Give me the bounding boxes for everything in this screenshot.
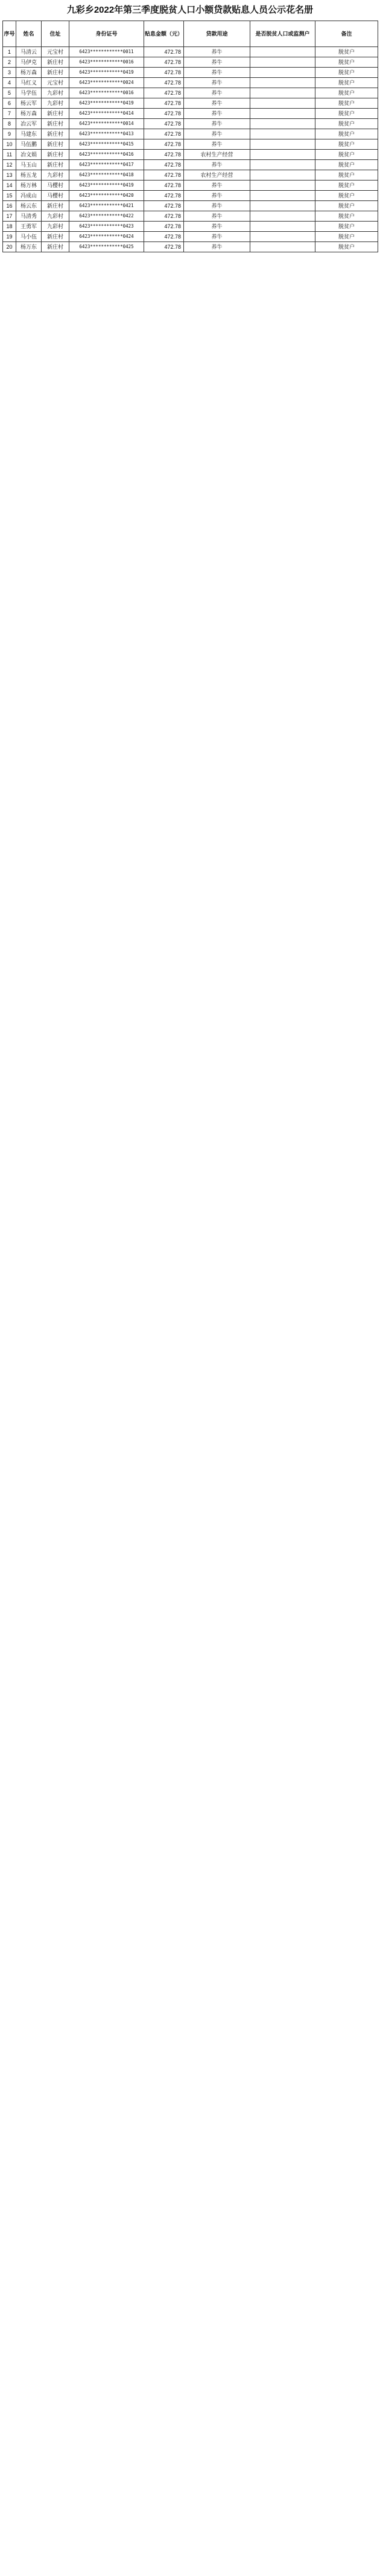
cell-name: 杨云军 bbox=[16, 98, 42, 109]
cell-address: 元宝村 bbox=[42, 47, 69, 57]
cell-loan-purpose: 养牛 bbox=[184, 232, 250, 242]
cell-subsidy-amount: 472.78 bbox=[144, 129, 184, 139]
table-row bbox=[3, 232, 378, 242]
cell-remarks: 脱贫户 bbox=[315, 211, 378, 222]
cell-subsidy-amount: 472.78 bbox=[144, 150, 184, 160]
cell-remarks: 脱贫户 bbox=[315, 242, 378, 252]
cell-remarks: 脱贫户 bbox=[315, 119, 378, 129]
cell-address: 新庄村 bbox=[42, 119, 69, 129]
cell-subsidy-amount: 472.78 bbox=[144, 68, 184, 78]
cell-remarks: 脱贫户 bbox=[315, 139, 378, 150]
cell-id-number: 6423************0011 bbox=[69, 47, 144, 57]
header-remarks: 备注 bbox=[315, 21, 378, 47]
cell-index: 9 bbox=[3, 129, 16, 139]
cell-id-number: 6423************0418 bbox=[69, 170, 144, 181]
cell-subsidy-amount: 472.78 bbox=[144, 170, 184, 181]
cell-name: 马建东 bbox=[16, 129, 42, 139]
cell-name: 杨万森 bbox=[16, 109, 42, 119]
cell-index: 12 bbox=[3, 160, 16, 170]
cell-id-number: 6423************0421 bbox=[69, 201, 144, 211]
header-name: 姓名 bbox=[16, 21, 42, 47]
cell-index: 7 bbox=[3, 109, 16, 119]
cell-address: 新庄村 bbox=[42, 242, 69, 252]
cell-subsidy-amount: 472.78 bbox=[144, 88, 184, 98]
table-row bbox=[3, 78, 378, 88]
cell-remarks: 脱贫户 bbox=[315, 232, 378, 242]
cell-address: 新庄村 bbox=[42, 109, 69, 119]
cell-id-number: 6423************0417 bbox=[69, 160, 144, 170]
cell-index: 2 bbox=[3, 57, 16, 68]
cell-name: 马伊克 bbox=[16, 57, 42, 68]
cell-poverty-status bbox=[250, 119, 315, 129]
cell-poverty-status bbox=[250, 68, 315, 78]
cell-address: 马樱村 bbox=[42, 181, 69, 191]
cell-subsidy-amount: 472.78 bbox=[144, 181, 184, 191]
cell-remarks: 脱贫户 bbox=[315, 129, 378, 139]
cell-address: 新庄村 bbox=[42, 129, 69, 139]
table-row bbox=[3, 150, 378, 160]
cell-loan-purpose: 养牛 bbox=[184, 201, 250, 211]
table-row bbox=[3, 68, 378, 78]
cell-poverty-status bbox=[250, 232, 315, 242]
cell-remarks: 脱贫户 bbox=[315, 160, 378, 170]
table-row bbox=[3, 201, 378, 211]
cell-remarks: 脱贫户 bbox=[315, 109, 378, 119]
cell-poverty-status bbox=[250, 242, 315, 252]
cell-subsidy-amount: 472.78 bbox=[144, 98, 184, 109]
cell-remarks: 脱贫户 bbox=[315, 181, 378, 191]
cell-name: 马红义 bbox=[16, 78, 42, 88]
cell-id-number: 6423************0419 bbox=[69, 181, 144, 191]
header-id-number: 身份证号 bbox=[69, 21, 144, 47]
cell-id-number: 6423************0425 bbox=[69, 242, 144, 252]
cell-subsidy-amount: 472.78 bbox=[144, 222, 184, 232]
cell-name: 马玉山 bbox=[16, 160, 42, 170]
cell-poverty-status bbox=[250, 78, 315, 88]
cell-id-number: 6423************0420 bbox=[69, 191, 144, 201]
cell-subsidy-amount: 472.78 bbox=[144, 201, 184, 211]
cell-index: 4 bbox=[3, 78, 16, 88]
cell-loan-purpose: 养牛 bbox=[184, 68, 250, 78]
cell-id-number: 6423************0422 bbox=[69, 211, 144, 222]
cell-remarks: 脱贫户 bbox=[315, 57, 378, 68]
cell-address: 马樱村 bbox=[42, 191, 69, 201]
cell-remarks: 脱贫户 bbox=[315, 78, 378, 88]
cell-subsidy-amount: 472.78 bbox=[144, 139, 184, 150]
roster-table bbox=[2, 21, 378, 252]
cell-loan-purpose: 养牛 bbox=[184, 129, 250, 139]
cell-id-number: 6423************0423 bbox=[69, 222, 144, 232]
cell-loan-purpose: 养牛 bbox=[184, 222, 250, 232]
cell-poverty-status bbox=[250, 191, 315, 201]
cell-id-number: 6423************0016 bbox=[69, 57, 144, 68]
cell-name: 杨万东 bbox=[16, 242, 42, 252]
cell-id-number: 6423************0024 bbox=[69, 78, 144, 88]
table-row bbox=[3, 109, 378, 119]
cell-poverty-status bbox=[250, 98, 315, 109]
cell-poverty-status bbox=[250, 109, 315, 119]
cell-id-number: 6423************0014 bbox=[69, 119, 144, 129]
table-row bbox=[3, 181, 378, 191]
cell-index: 1 bbox=[3, 47, 16, 57]
cell-index: 10 bbox=[3, 139, 16, 150]
cell-address: 新庄村 bbox=[42, 57, 69, 68]
cell-id-number: 6423************0416 bbox=[69, 150, 144, 160]
table-row bbox=[3, 139, 378, 150]
cell-loan-purpose: 养牛 bbox=[184, 109, 250, 119]
cell-name: 杨五龙 bbox=[16, 170, 42, 181]
table-row bbox=[3, 98, 378, 109]
cell-poverty-status bbox=[250, 57, 315, 68]
cell-poverty-status bbox=[250, 47, 315, 57]
cell-address: 九彩村 bbox=[42, 211, 69, 222]
cell-poverty-status bbox=[250, 160, 315, 170]
cell-address: 九彩村 bbox=[42, 88, 69, 98]
cell-address: 九彩村 bbox=[42, 170, 69, 181]
cell-poverty-status bbox=[250, 170, 315, 181]
table-row bbox=[3, 211, 378, 222]
cell-remarks: 脱贫户 bbox=[315, 68, 378, 78]
cell-id-number: 6423************0419 bbox=[69, 68, 144, 78]
cell-id-number: 6423************0413 bbox=[69, 129, 144, 139]
cell-address: 新庄村 bbox=[42, 201, 69, 211]
cell-poverty-status bbox=[250, 201, 315, 211]
cell-subsidy-amount: 472.78 bbox=[144, 211, 184, 222]
cell-address: 新庄村 bbox=[42, 139, 69, 150]
cell-poverty-status bbox=[250, 129, 315, 139]
cell-name: 冶云军 bbox=[16, 119, 42, 129]
cell-name: 杨云东 bbox=[16, 201, 42, 211]
page-title: 九彩乡2022年第三季度脱贫人口小额贷款贴息人员公示花名册 bbox=[66, 5, 314, 15]
cell-id-number: 6423************0419 bbox=[69, 98, 144, 109]
cell-name: 马清秀 bbox=[16, 211, 42, 222]
table-row bbox=[3, 160, 378, 170]
cell-poverty-status bbox=[250, 222, 315, 232]
cell-loan-purpose: 养牛 bbox=[184, 88, 250, 98]
cell-subsidy-amount: 472.78 bbox=[144, 160, 184, 170]
header-loan-purpose: 贷款用途 bbox=[184, 21, 250, 47]
cell-subsidy-amount: 472.78 bbox=[144, 242, 184, 252]
cell-name: 冯成山 bbox=[16, 191, 42, 201]
cell-name: 马清云 bbox=[16, 47, 42, 57]
table-row bbox=[3, 191, 378, 201]
table-row bbox=[3, 119, 378, 129]
cell-loan-purpose: 农村生产经营 bbox=[184, 150, 250, 160]
cell-loan-purpose: 农村生产经营 bbox=[184, 170, 250, 181]
cell-address: 新庄村 bbox=[42, 160, 69, 170]
cell-index: 3 bbox=[3, 68, 16, 78]
cell-loan-purpose: 养牛 bbox=[184, 119, 250, 129]
cell-id-number: 6423************0415 bbox=[69, 139, 144, 150]
header-address: 住址 bbox=[42, 21, 69, 47]
cell-name: 王勇军 bbox=[16, 222, 42, 232]
cell-loan-purpose: 养牛 bbox=[184, 78, 250, 88]
cell-loan-purpose: 养牛 bbox=[184, 139, 250, 150]
cell-loan-purpose: 养牛 bbox=[184, 57, 250, 68]
cell-address: 新庄村 bbox=[42, 68, 69, 78]
cell-subsidy-amount: 472.78 bbox=[144, 47, 184, 57]
cell-subsidy-amount: 472.78 bbox=[144, 232, 184, 242]
cell-index: 8 bbox=[3, 119, 16, 129]
cell-index: 13 bbox=[3, 170, 16, 181]
cell-index: 18 bbox=[3, 222, 16, 232]
cell-index: 20 bbox=[3, 242, 16, 252]
cell-index: 14 bbox=[3, 181, 16, 191]
cell-index: 16 bbox=[3, 201, 16, 211]
cell-name: 马伍鹏 bbox=[16, 139, 42, 150]
cell-loan-purpose: 养牛 bbox=[184, 191, 250, 201]
cell-remarks: 脱贫户 bbox=[315, 222, 378, 232]
cell-poverty-status bbox=[250, 150, 315, 160]
table-header-row bbox=[3, 21, 378, 47]
cell-address: 新庄村 bbox=[42, 232, 69, 242]
cell-loan-purpose: 养牛 bbox=[184, 47, 250, 57]
table-row bbox=[3, 222, 378, 232]
cell-subsidy-amount: 472.78 bbox=[144, 109, 184, 119]
table-row bbox=[3, 88, 378, 98]
cell-loan-purpose: 养牛 bbox=[184, 98, 250, 109]
cell-poverty-status bbox=[250, 88, 315, 98]
cell-remarks: 脱贫户 bbox=[315, 201, 378, 211]
cell-subsidy-amount: 472.78 bbox=[144, 191, 184, 201]
cell-remarks: 脱贫户 bbox=[315, 47, 378, 57]
cell-loan-purpose: 养牛 bbox=[184, 181, 250, 191]
cell-subsidy-amount: 472.78 bbox=[144, 119, 184, 129]
cell-name: 冶文娟 bbox=[16, 150, 42, 160]
cell-loan-purpose: 养牛 bbox=[184, 160, 250, 170]
table-row bbox=[3, 57, 378, 68]
cell-address: 元宝村 bbox=[42, 78, 69, 88]
cell-subsidy-amount: 472.78 bbox=[144, 78, 184, 88]
cell-name: 马学伍 bbox=[16, 88, 42, 98]
cell-poverty-status bbox=[250, 181, 315, 191]
cell-address: 新庄村 bbox=[42, 150, 69, 160]
cell-poverty-status bbox=[250, 139, 315, 150]
cell-id-number: 6423************0424 bbox=[69, 232, 144, 242]
header-subsidy-amount: 贴息金额（元） bbox=[144, 21, 184, 47]
cell-name: 杨万林 bbox=[16, 181, 42, 191]
cell-index: 15 bbox=[3, 191, 16, 201]
cell-remarks: 脱贫户 bbox=[315, 150, 378, 160]
cell-address: 九彩村 bbox=[42, 222, 69, 232]
cell-poverty-status bbox=[250, 211, 315, 222]
cell-name: 杨万森 bbox=[16, 68, 42, 78]
cell-remarks: 脱贫户 bbox=[315, 98, 378, 109]
cell-id-number: 6423************0016 bbox=[69, 88, 144, 98]
header-poverty-status: 是否脱贫人口或监测户 bbox=[250, 21, 315, 47]
table-row bbox=[3, 129, 378, 139]
cell-id-number: 6423************0414 bbox=[69, 109, 144, 119]
table-row bbox=[3, 242, 378, 252]
table-body bbox=[3, 47, 378, 252]
cell-remarks: 脱贫户 bbox=[315, 88, 378, 98]
cell-index: 6 bbox=[3, 98, 16, 109]
cell-index: 11 bbox=[3, 150, 16, 160]
cell-subsidy-amount: 472.78 bbox=[144, 57, 184, 68]
table-row bbox=[3, 170, 378, 181]
cell-index: 17 bbox=[3, 211, 16, 222]
cell-loan-purpose: 养牛 bbox=[184, 211, 250, 222]
table-row bbox=[3, 47, 378, 57]
cell-name: 马小伍 bbox=[16, 232, 42, 242]
cell-index: 5 bbox=[3, 88, 16, 98]
cell-remarks: 脱贫户 bbox=[315, 170, 378, 181]
cell-remarks: 脱贫户 bbox=[315, 191, 378, 201]
header-index: 序号 bbox=[3, 21, 16, 47]
cell-loan-purpose: 养牛 bbox=[184, 242, 250, 252]
cell-address: 九彩村 bbox=[42, 98, 69, 109]
cell-index: 19 bbox=[3, 232, 16, 242]
